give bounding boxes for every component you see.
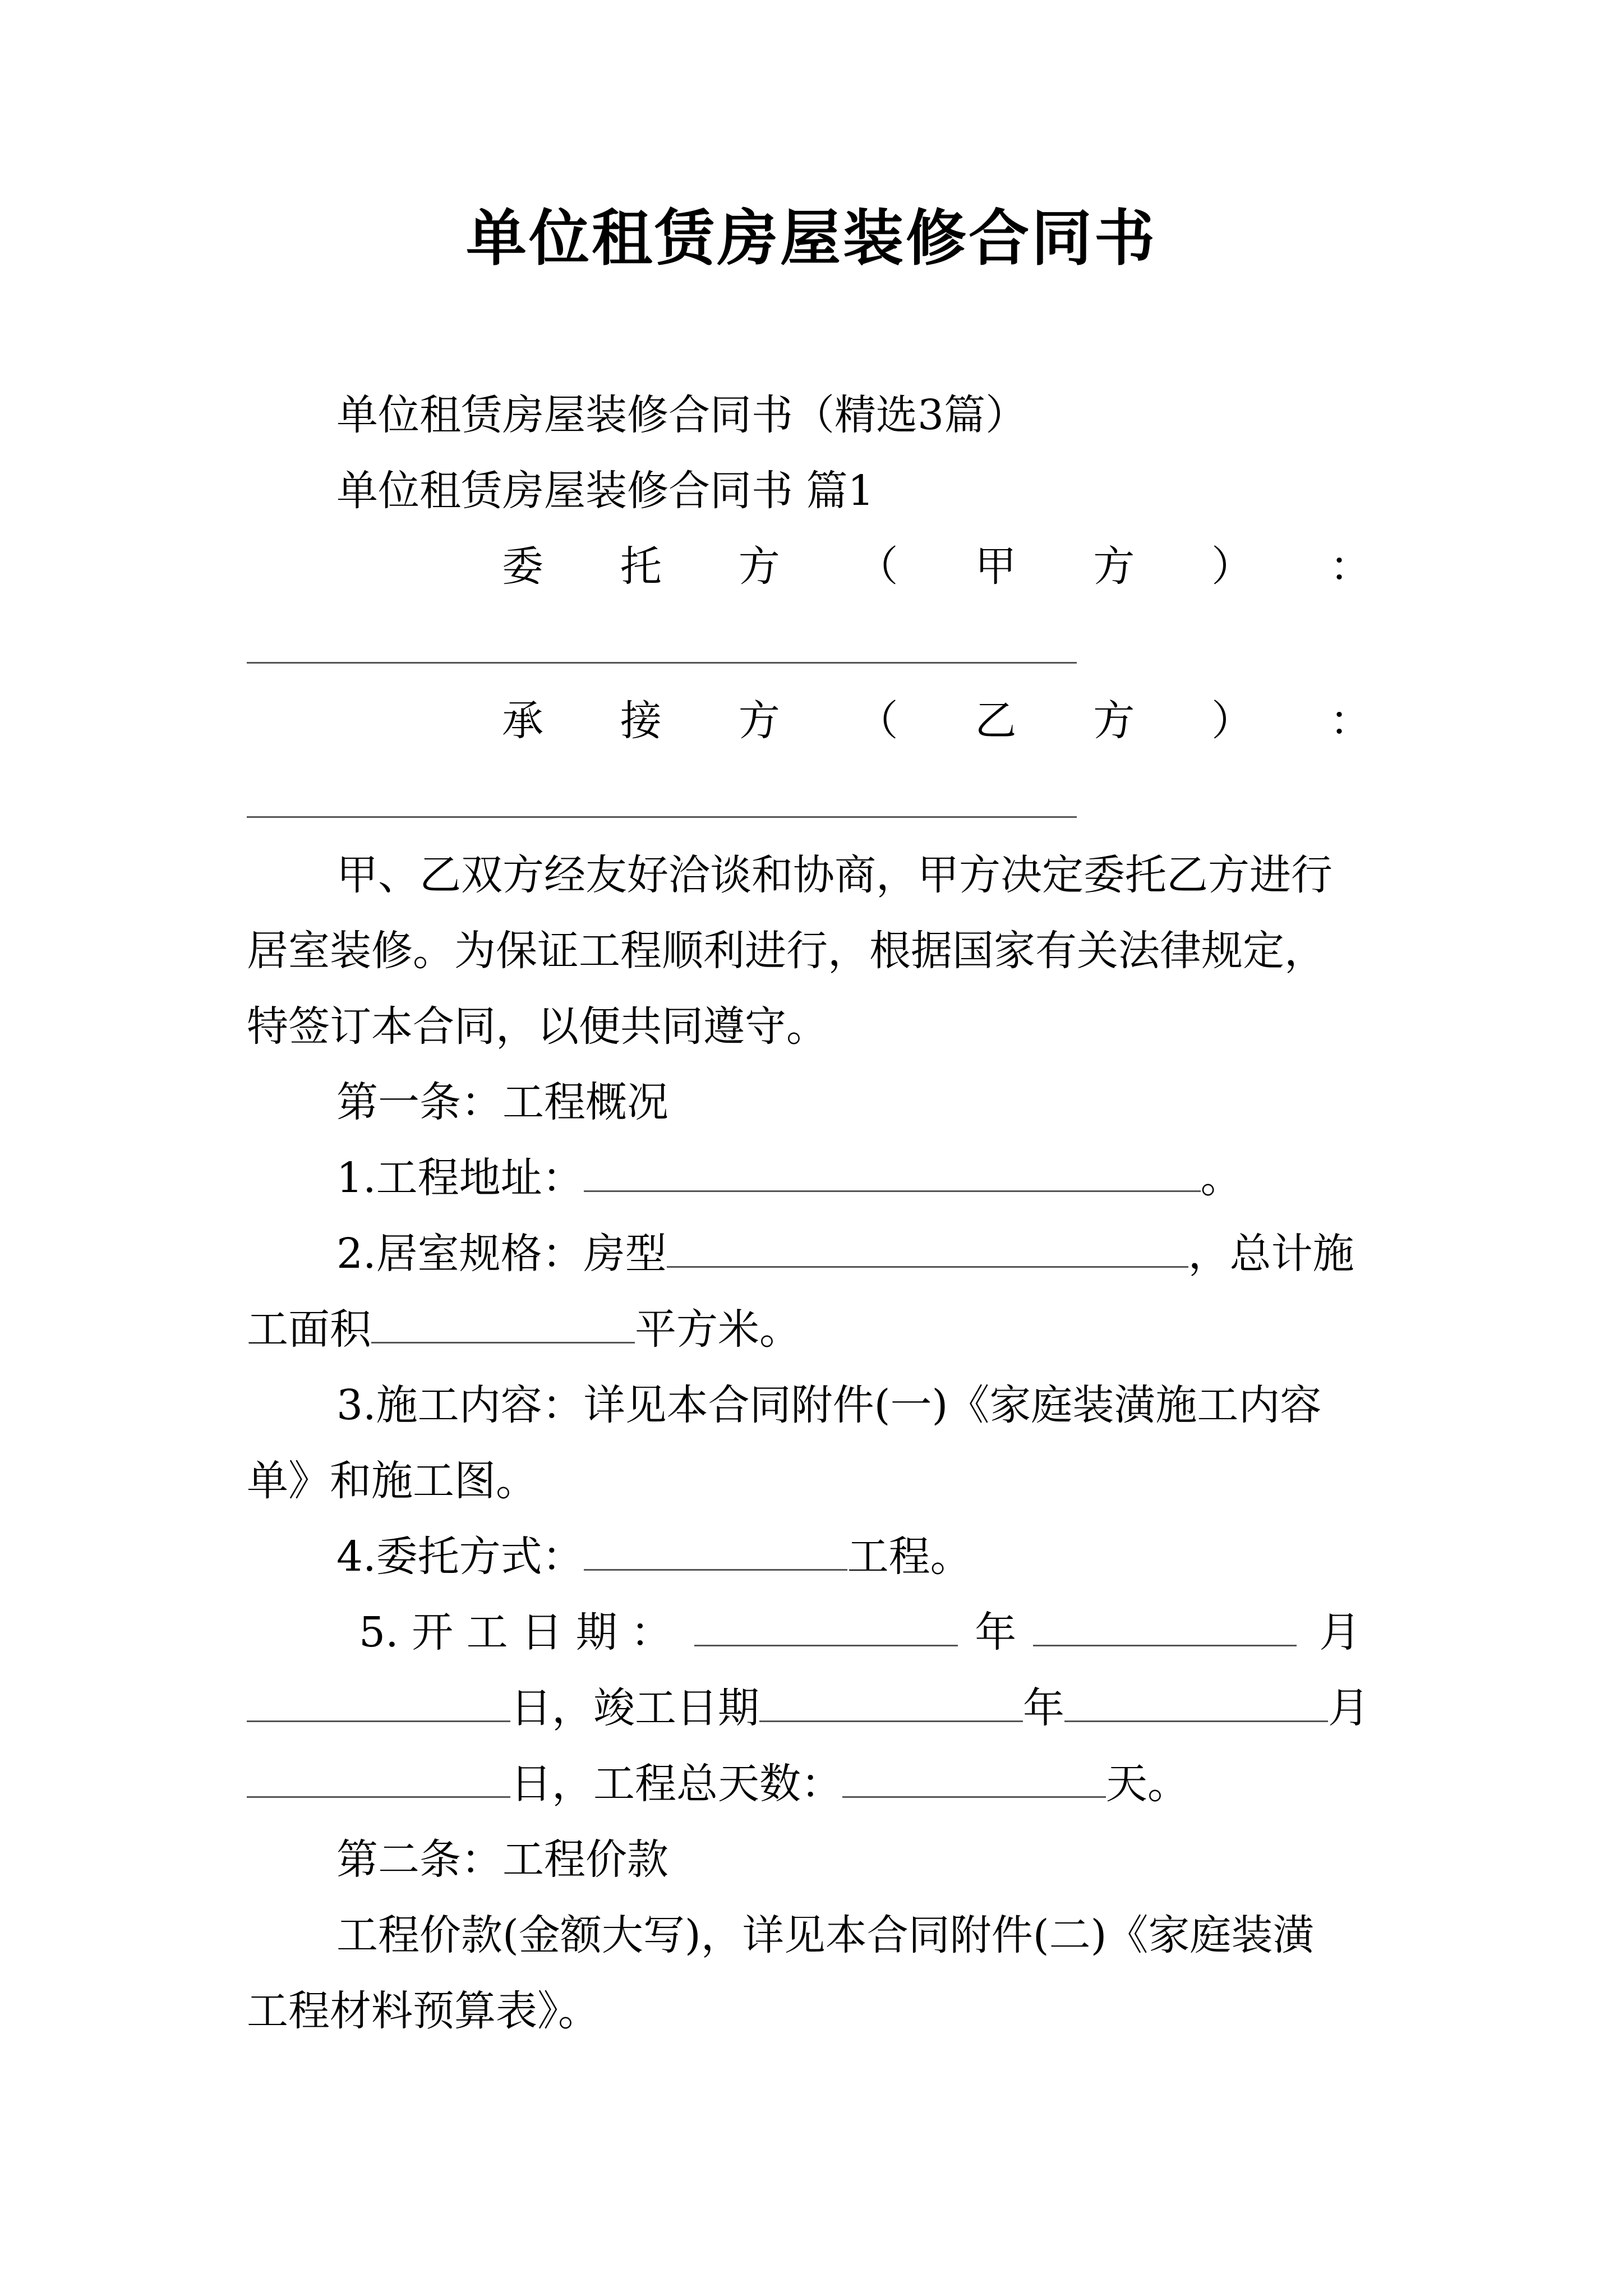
section-heading: 单位租赁房屋装修合同书 篇1 <box>336 467 874 515</box>
document-title: 单位租赁房屋装修合同书 <box>465 203 1157 274</box>
item4-line <box>336 1529 972 1585</box>
item5-year2: 年 <box>1023 1684 1064 1732</box>
party-a-char: ） <box>1211 542 1253 591</box>
article2-line-2: 工程材料预算表》。 <box>247 1987 600 2035</box>
party-a-blank[interactable] <box>247 662 1077 664</box>
article1-heading: 第一条：工程概况 <box>336 1078 668 1126</box>
article2-heading: 第二条：工程价款 <box>336 1835 668 1884</box>
party-a-char: 托 <box>620 542 662 591</box>
item2-line <box>336 1226 1354 1282</box>
total-days-blank[interactable] <box>842 1758 1106 1798</box>
item5-day2: 日，工程总天数： <box>510 1760 842 1808</box>
item5-end: 天。 <box>1106 1760 1189 1808</box>
party-b-blank[interactable] <box>247 816 1077 818</box>
item5-year: 年 <box>975 1608 1017 1657</box>
item2-area-unit: 平方米。 <box>635 1305 801 1354</box>
area-blank[interactable] <box>371 1304 635 1343</box>
end-day-blank[interactable] <box>247 1758 510 1798</box>
party-b-char: 乙 <box>975 697 1017 745</box>
item5-line-3 <box>247 1756 1189 1812</box>
item2-mid: ，总计施 <box>1188 1230 1354 1278</box>
party-b-char: ： <box>1329 697 1371 745</box>
item3-line-1: 3.施工内容：详见本合同附件(一)《家庭装潢施工内容 <box>336 1381 1322 1429</box>
item4-label: 4.委托方式： <box>336 1533 584 1581</box>
intro-line-3: 特签订本合同，以便共同遵守。 <box>247 1002 828 1051</box>
item5-month2: 月 <box>1328 1684 1370 1732</box>
article2-line-1: 工程价款(金额大写)，详见本合同附件(二)《家庭装潢 <box>336 1911 1315 1959</box>
item2-line-2 <box>247 1301 801 1358</box>
item3-line-2: 单》和施工图。 <box>247 1457 537 1505</box>
item5-label: 5. 开 工 日 期 ： <box>359 1608 672 1657</box>
item5-day: 日，竣工日期 <box>510 1684 759 1732</box>
party-b-char: 承 <box>502 697 543 745</box>
item5-line-2 <box>247 1680 1370 1736</box>
intro-line-1: 甲、乙双方经友好洽谈和协商，甲方决定委托乙方进行 <box>336 851 1332 899</box>
start-month-blank[interactable] <box>1033 1607 1297 1646</box>
party-b-char: ） <box>1211 697 1253 745</box>
party-b-char: 接 <box>620 697 662 745</box>
subtitle: 单位租赁房屋装修合同书（精选3篇） <box>336 391 1027 439</box>
party-b-char: （ <box>856 697 898 745</box>
party-a-char: （ <box>856 542 898 591</box>
intro-line-2: 居室装修。为保证工程顺利进行，根据国家有关法律规定， <box>247 927 1326 975</box>
item4-end: 工程。 <box>847 1533 972 1581</box>
item2-label: 2.居室规格：房型 <box>336 1230 667 1278</box>
item1-end: 。 <box>1200 1154 1242 1202</box>
item1-label: 1.工程地址： <box>336 1154 584 1202</box>
end-month-blank[interactable] <box>1064 1682 1328 1722</box>
room-type-blank[interactable] <box>667 1228 1188 1268</box>
start-day-blank[interactable] <box>247 1682 510 1722</box>
end-year-blank[interactable] <box>759 1682 1023 1722</box>
party-a-char: 方 <box>738 542 780 591</box>
party-a-char: ： <box>1329 542 1371 591</box>
item1-line <box>336 1150 1242 1206</box>
party-a-char: 甲 <box>975 542 1017 591</box>
party-b-char: 方 <box>1093 697 1135 745</box>
item2-area-label: 工面积 <box>247 1305 371 1354</box>
party-b-line <box>502 693 1371 749</box>
party-a-char: 方 <box>1093 542 1135 591</box>
item5-line-1 <box>359 1604 1361 1660</box>
address-blank[interactable] <box>584 1152 1201 1192</box>
party-a-line <box>502 539 1371 595</box>
party-b-char: 方 <box>738 697 780 745</box>
party-a-char: 委 <box>502 542 543 591</box>
commission-method-blank[interactable] <box>584 1531 847 1571</box>
start-year-blank[interactable] <box>694 1607 958 1646</box>
item5-month: 月 <box>1319 1608 1361 1657</box>
